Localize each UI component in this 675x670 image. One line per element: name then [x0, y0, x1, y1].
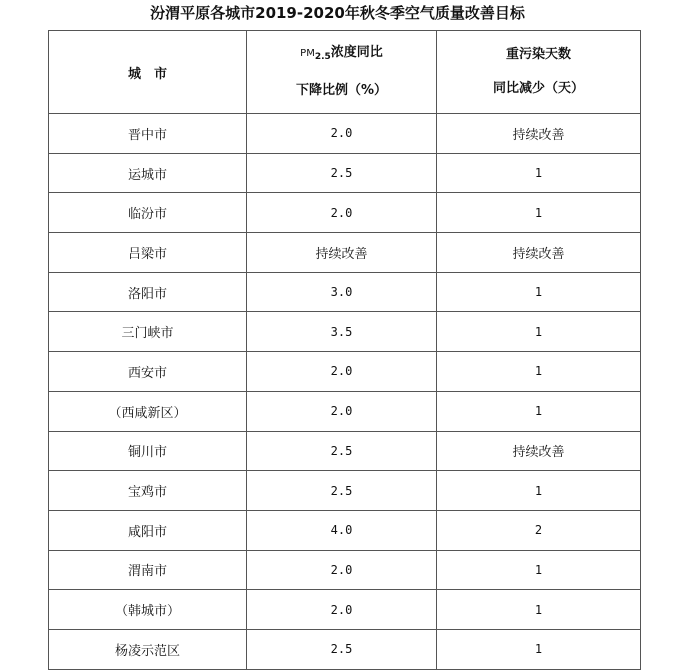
- pm25-cell: 2.0: [247, 114, 437, 154]
- days-cell: 1: [437, 391, 641, 431]
- city-cell: 咸阳市: [49, 510, 247, 550]
- pm25-cell: 3.5: [247, 312, 437, 352]
- table-row: [49, 233, 641, 273]
- city-cell: 宝鸡市: [49, 471, 247, 511]
- table-row: [49, 352, 641, 392]
- table-row: [49, 510, 641, 550]
- city-cell: 运城市: [49, 153, 247, 193]
- pm25-cell: 2.5: [247, 629, 437, 669]
- table-row: [49, 193, 641, 233]
- table-row: [49, 431, 641, 471]
- table-row: [49, 153, 641, 193]
- days-cell: 1: [437, 590, 641, 630]
- city-cell: 杨凌示范区: [49, 629, 247, 669]
- table-row: [49, 471, 641, 511]
- pm25-cell: 2.0: [247, 590, 437, 630]
- table-row: [49, 391, 641, 431]
- header-pm25: [247, 31, 437, 114]
- pm25-cell: 2.0: [247, 352, 437, 392]
- days-cell: 1: [437, 629, 641, 669]
- air-quality-table: [48, 30, 641, 670]
- pm25-cell: 2.5: [247, 471, 437, 511]
- pm-label: PM: [300, 48, 315, 59]
- city-cell: 洛阳市: [49, 272, 247, 312]
- table-row: [49, 272, 641, 312]
- days-header-line1: 重污染天数: [505, 47, 571, 62]
- table-row: [49, 590, 641, 630]
- page-title: 汾渭平原各城市2019-2020年秋冬季空气质量改善目标: [150, 4, 525, 22]
- days-cell: 1: [437, 153, 641, 193]
- table-row: [49, 312, 641, 352]
- city-cell: （韩城市）: [49, 590, 247, 630]
- city-cell: 三门峡市: [49, 312, 247, 352]
- city-cell: 渭南市: [49, 550, 247, 590]
- pm-header-line2: 下降比例（%）: [295, 83, 388, 98]
- days-cell: 1: [437, 193, 641, 233]
- pm-subscript: 2.5: [314, 52, 331, 62]
- city-cell: 临汾市: [49, 193, 247, 233]
- days-cell: 2: [437, 510, 641, 550]
- pm25-cell: 2.0: [247, 193, 437, 233]
- days-cell: 1: [437, 312, 641, 352]
- city-cell: 晋中市: [49, 114, 247, 154]
- pm25-cell: 3.0: [247, 272, 437, 312]
- days-cell: 1: [437, 471, 641, 511]
- pm25-cell: 2.5: [247, 431, 437, 471]
- header-row: [49, 31, 641, 114]
- days-header-line2: 同比减少（天）: [492, 81, 584, 96]
- table-row: [49, 114, 641, 154]
- city-cell: 铜川市: [49, 431, 247, 471]
- pm25-cell: 持续改善: [247, 233, 437, 273]
- pm-header-line1: 浓度同比: [330, 45, 383, 60]
- pm25-cell: 2.5: [247, 153, 437, 193]
- days-cell: 持续改善: [437, 431, 641, 471]
- days-cell: 持续改善: [437, 233, 641, 273]
- days-cell: 持续改善: [437, 114, 641, 154]
- header-days: [437, 31, 641, 114]
- pm25-cell: 4.0: [247, 510, 437, 550]
- table-row: [49, 629, 641, 669]
- pm25-cell: 2.0: [247, 550, 437, 590]
- table-row: [49, 550, 641, 590]
- city-cell: 吕梁市: [49, 233, 247, 273]
- days-cell: 1: [437, 272, 641, 312]
- days-cell: 1: [437, 352, 641, 392]
- city-cell: （西咸新区）: [49, 391, 247, 431]
- city-cell: 西安市: [49, 352, 247, 392]
- header-city: 城 市: [49, 31, 247, 114]
- days-cell: 1: [437, 550, 641, 590]
- pm25-cell: 2.0: [247, 391, 437, 431]
